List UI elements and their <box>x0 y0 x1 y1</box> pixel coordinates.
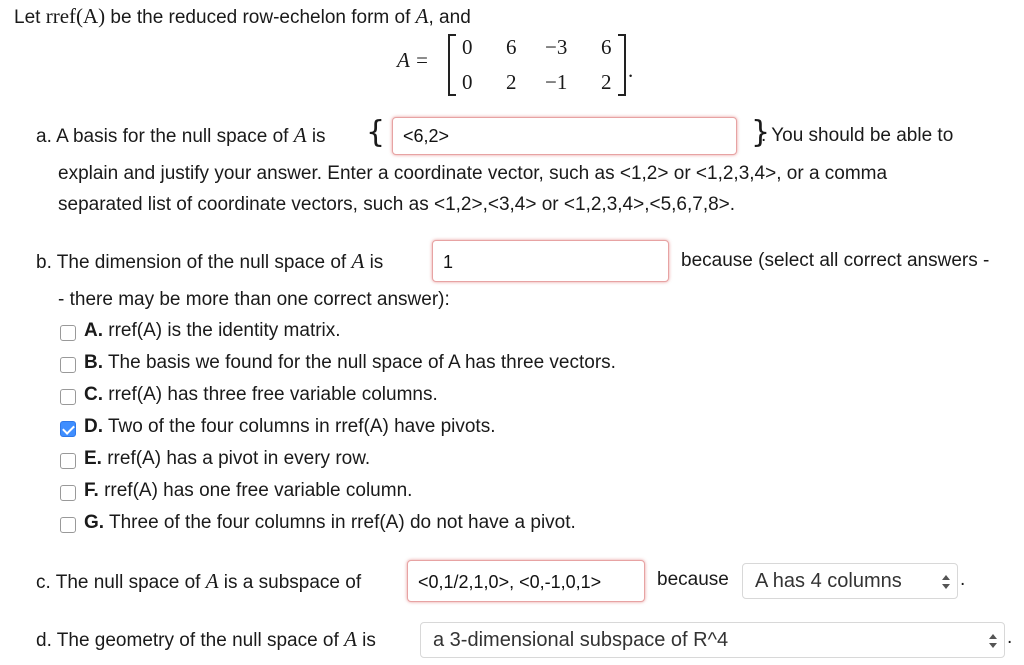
option-f-label[interactable] <box>84 480 412 502</box>
option-text: The basis we found for the null space of A has three vectors. <box>107 352 616 373</box>
option-a-label[interactable] <box>84 320 341 342</box>
matrix-entry: 2 <box>506 70 517 94</box>
option-d-checkbox[interactable] <box>60 421 76 437</box>
intro-text: Let <box>14 7 46 28</box>
select-arrows-icon <box>988 629 998 653</box>
matrix-right-bracket <box>618 34 626 96</box>
select-arrows-icon <box>941 570 951 594</box>
option-letter: A. <box>84 320 103 341</box>
option-letter: G. <box>84 512 105 533</box>
option-e-checkbox[interactable] <box>60 453 76 469</box>
option-letter: C. <box>84 384 103 405</box>
option-b-label[interactable] <box>84 352 616 374</box>
part-c-text: c. The null space of <box>36 572 206 593</box>
subspace-input[interactable]: <0,1/2,1,0>, <0,-1,0,1> <box>407 560 645 602</box>
option-c-label[interactable] <box>84 384 438 406</box>
part-c-period: . <box>960 569 966 590</box>
option-letter: F. <box>84 480 99 501</box>
part-a-after: . You should be able to <box>761 125 954 146</box>
matrix-entry: 6 <box>601 35 612 59</box>
geometry-select[interactable] <box>420 622 1005 658</box>
intro-text: be the reduced row-echelon form of <box>105 7 416 28</box>
matrix-left-bracket <box>448 34 456 96</box>
matrix-lhs: A = <box>397 48 429 72</box>
matrix-variable: A <box>415 4 429 28</box>
option-c-checkbox[interactable] <box>60 389 76 405</box>
part-a-text: is <box>306 126 326 147</box>
geometry-select-value: a 3-dimensional subspace of R^4 <box>433 629 729 651</box>
option-text: rref(A) has a pivot in every row. <box>107 448 371 469</box>
part-b-label <box>36 249 383 274</box>
part-b-text: b. The dimension of the null space of <box>36 252 352 273</box>
option-letter: D. <box>84 416 103 437</box>
part-c-because: because <box>657 569 729 590</box>
part-d-text: is <box>356 630 376 651</box>
part-a-instructions: separated list of coordinate vectors, such as <1,2>,<3,4> or <1,2,3,4>,<5,6,7,8>. <box>58 194 736 215</box>
matrix-entry: −3 <box>545 35 568 59</box>
option-text: Three of the four columns in rref(A) do not have a pivot. <box>109 512 576 533</box>
matrix-entry: 0 <box>462 70 473 94</box>
option-text: rref(A) has one free variable column. <box>104 480 413 501</box>
option-d-label[interactable] <box>84 416 496 438</box>
matrix-period: . <box>628 58 634 82</box>
part-c-text: is a subspace of <box>218 572 362 593</box>
option-letter: B. <box>84 352 103 373</box>
matrix-variable: A <box>351 249 365 273</box>
option-letter: E. <box>84 448 102 469</box>
reason-select[interactable] <box>742 563 958 599</box>
part-d-period: . <box>1007 627 1013 648</box>
part-b-instructions: - there may be more than one correct answer): <box>58 289 450 310</box>
matrix-entry: 6 <box>506 35 517 59</box>
matrix-variable: A <box>344 627 357 651</box>
reason-select-value: A has 4 columns <box>755 570 902 592</box>
matrix-entry: 2 <box>601 70 612 94</box>
part-a-label <box>36 123 326 148</box>
part-a-text: a. A basis for the null space of <box>36 126 294 147</box>
option-text: rref(A) has three free variable columns. <box>108 384 438 405</box>
option-e-label[interactable] <box>84 448 370 470</box>
matrix-entry: −1 <box>545 70 568 94</box>
matrix-variable: A <box>205 569 219 593</box>
option-text: rref(A) is the identity matrix. <box>108 320 341 341</box>
intro-line <box>14 4 471 29</box>
basis-input[interactable]: <6,2> <box>392 117 737 155</box>
rref-expression: rref(A) <box>45 4 106 28</box>
matrix-variable: A <box>293 123 307 147</box>
option-f-checkbox[interactable] <box>60 485 76 501</box>
dimension-input[interactable]: 1 <box>432 240 669 282</box>
brace-close: } <box>751 115 771 150</box>
option-g-checkbox[interactable] <box>60 517 76 533</box>
intro-text: , and <box>428 7 471 28</box>
part-b-text: is <box>364 252 384 273</box>
part-c-label <box>36 569 361 594</box>
matrix-entry: 0 <box>462 35 473 59</box>
option-a-checkbox[interactable] <box>60 325 76 341</box>
option-g-label[interactable] <box>84 512 576 534</box>
part-d-text: d. The geometry of the null space of <box>36 630 345 651</box>
option-text: Two of the four columns in rref(A) have pivots. <box>107 416 496 437</box>
part-b-after: because (select all correct answers - <box>681 250 990 271</box>
part-d-label <box>36 627 376 652</box>
brace-open: { <box>366 115 386 150</box>
option-b-checkbox[interactable] <box>60 357 76 373</box>
part-a-instructions: explain and justify your answer. Enter a coordinate vector, such as <1,2> or <1,2,3,4>, or a comma <box>58 163 888 184</box>
